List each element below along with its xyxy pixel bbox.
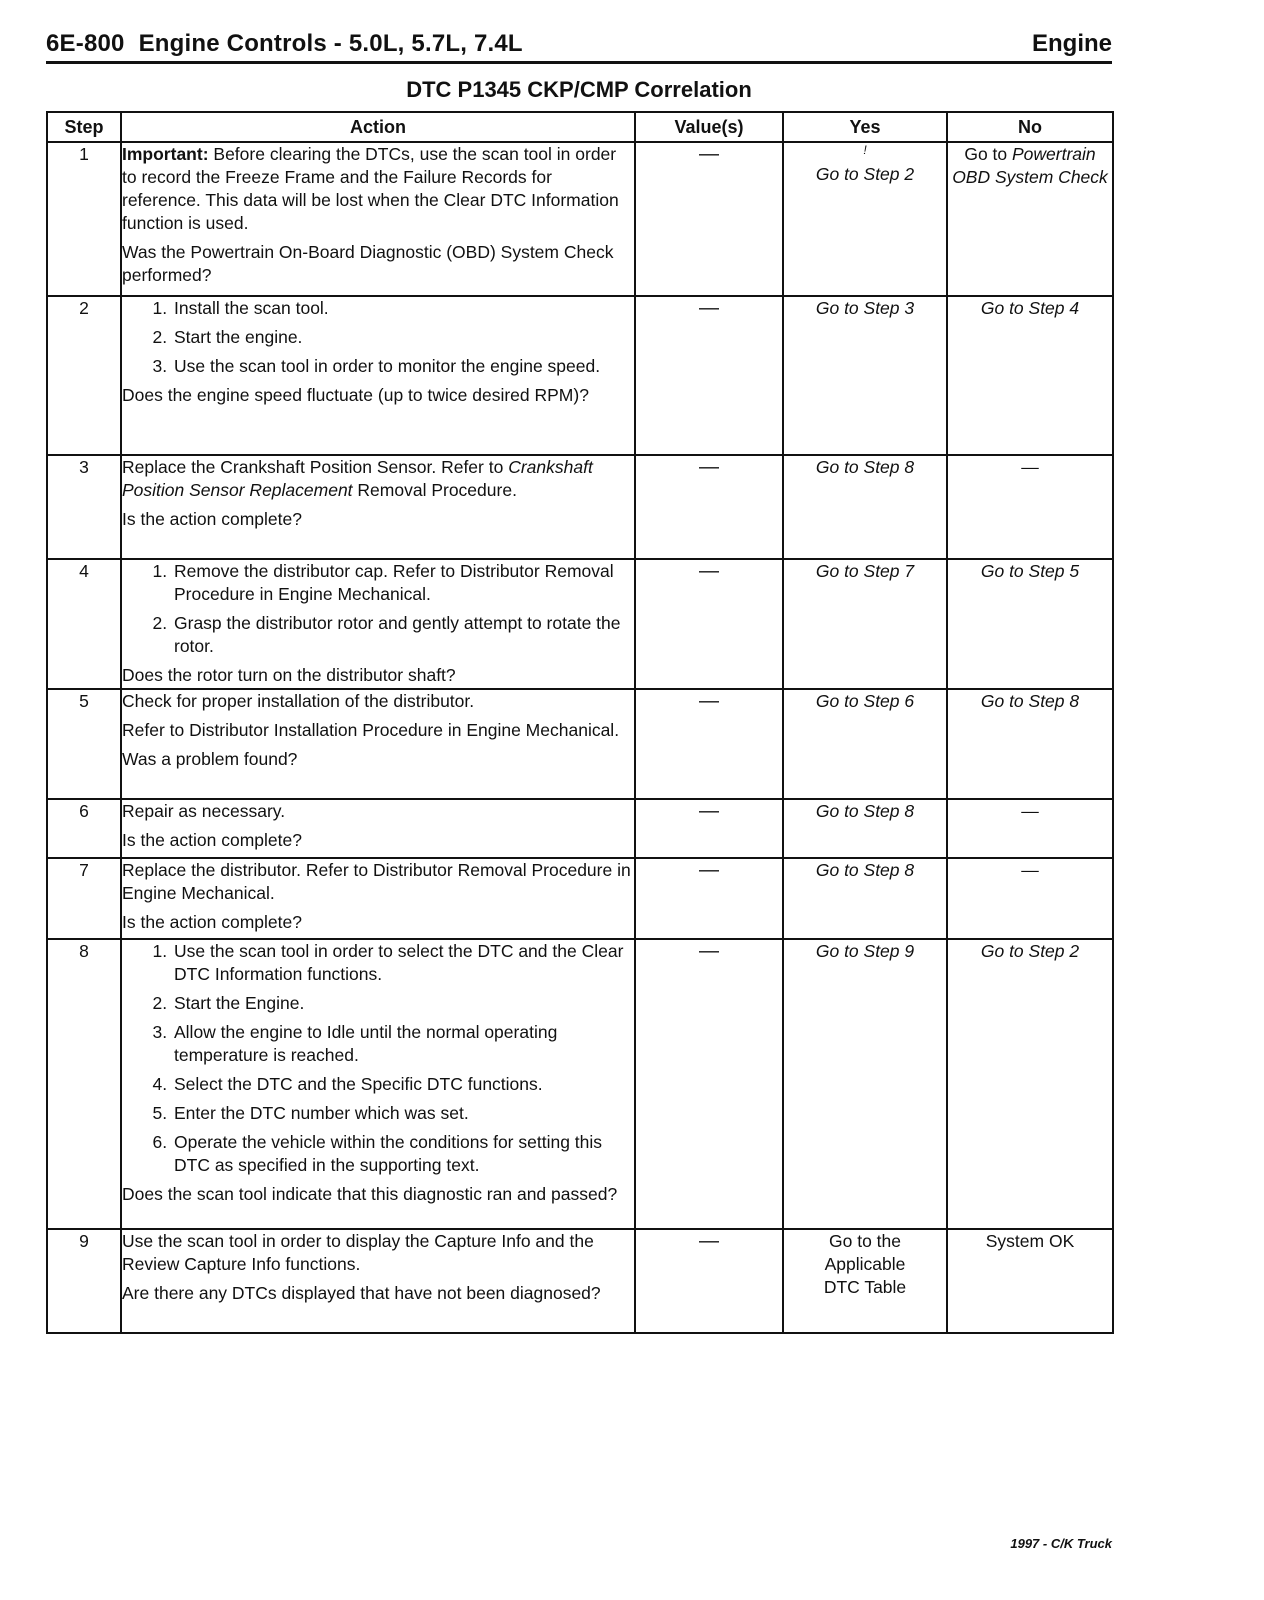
value-cell: —	[635, 858, 783, 939]
yes-line: Go to the	[829, 1231, 901, 1251]
step-number: 8	[47, 939, 121, 1229]
column-header-values: Value(s)	[635, 112, 783, 142]
column-header-no: No	[947, 112, 1113, 142]
page-code: 6E-800	[46, 30, 125, 57]
value-cell: —	[635, 455, 783, 559]
yes-cell: Go to Step 3	[783, 296, 947, 455]
no-cell: —	[947, 455, 1113, 559]
page-footer: 1997 - C/K Truck	[1010, 1536, 1112, 1551]
value-cell: —	[635, 296, 783, 455]
table-row	[47, 939, 1113, 1229]
action-cell	[121, 142, 635, 296]
question-text: Was the Powertrain On-Board Diagnostic (OBD) System Check performed?	[122, 242, 614, 285]
header-left	[46, 30, 523, 58]
no-cell: Go to Step 2	[947, 939, 1113, 1229]
yes-cell: Go to Step 6	[783, 689, 947, 799]
table-row	[47, 296, 1113, 455]
question-text: Are there any DTCs displayed that have not been diagnosed?	[122, 1283, 601, 1303]
no-cell: System OK	[947, 1229, 1113, 1333]
important-label: Important:	[122, 144, 209, 164]
table-row	[47, 559, 1113, 689]
value-cell: —	[635, 559, 783, 689]
question-text: Does the rotor turn on the distributor shaft?	[122, 665, 456, 685]
action-cell	[121, 455, 635, 559]
list-item: 4. Select the DTC and the Specific DTC functions.	[172, 1073, 634, 1096]
action-list	[122, 297, 634, 378]
action-text: Use the scan tool in order to display the Capture Info and the Review Capture Info functions.	[122, 1231, 594, 1274]
table-row	[47, 142, 1113, 296]
action-cell	[121, 296, 635, 455]
step-number: 6	[47, 799, 121, 858]
important-text: Before clearing the DTCs, use the scan tool in order to record the Freeze Frame and the Failure Records for reference. This data will be lost when the Clear DTC Information function is used.	[122, 144, 619, 233]
no-cell: Go to Step 8	[947, 689, 1113, 799]
question-text: Is the action complete?	[122, 509, 302, 529]
value-cell: —	[635, 689, 783, 799]
list-item: 2. Start the engine.	[172, 326, 634, 349]
list-item: 1. Use the scan tool in order to select the DTC and the Clear DTC Information functions.	[172, 940, 634, 986]
list-item: 6. Operate the vehicle within the conditions for setting this DTC as specified in the supporting text.	[172, 1131, 634, 1177]
header-category: Engine	[1031, 30, 1112, 57]
yes-cell	[783, 1229, 947, 1333]
list-item: 2. Grasp the distributor rotor and gently attempt to rotate the rotor.	[172, 612, 634, 658]
no-cell: Go to Step 4	[947, 296, 1113, 455]
step-number: 2	[47, 296, 121, 455]
no-cell: —	[947, 799, 1113, 858]
no-cell: Go to Step 5	[947, 559, 1113, 689]
yes-result: Go to Step 2	[815, 164, 915, 184]
table-title: DTC P1345 CKP/CMP Correlation	[406, 77, 752, 102]
list-item: 3. Allow the engine to Idle until the normal operating temperature is reached.	[172, 1021, 634, 1067]
action-cell	[121, 858, 635, 939]
value-cell: —	[635, 142, 783, 296]
no-cell	[947, 142, 1113, 296]
action-text: Replace the distributor. Refer to Distributor Removal Procedure in Engine Mechanical.	[122, 860, 631, 903]
margin-mark: !	[863, 143, 867, 157]
yes-cell: Go to Step 8	[783, 858, 947, 939]
list-item: 2. Start the Engine.	[172, 992, 634, 1015]
yes-cell: Go to Step 8	[783, 455, 947, 559]
value-cell: —	[635, 1229, 783, 1333]
question-text: Is the action complete?	[122, 830, 302, 850]
action-cell	[121, 689, 635, 799]
step-number: 7	[47, 858, 121, 939]
value-cell: —	[635, 799, 783, 858]
column-header-yes: Yes	[783, 112, 947, 142]
table-row	[47, 799, 1113, 858]
no-cell: —	[947, 858, 1113, 939]
table-header-row	[47, 112, 1113, 142]
list-item: 1. Install the scan tool.	[172, 297, 634, 320]
value-cell: —	[635, 939, 783, 1229]
yes-line: DTC Table	[823, 1277, 907, 1297]
action-cell	[121, 559, 635, 689]
question-text: Is the action complete?	[122, 912, 302, 932]
question-text: Was a problem found?	[122, 749, 298, 769]
list-item: 5. Enter the DTC number which was set.	[172, 1102, 634, 1125]
column-header-action: Action	[121, 112, 635, 142]
yes-line: Applicable	[824, 1254, 906, 1274]
action-text: Repair as necessary.	[122, 801, 286, 821]
question-text: Does the engine speed fluctuate (up to twice desired RPM)?	[122, 385, 589, 405]
action-list	[122, 940, 634, 1177]
table-row	[47, 689, 1113, 799]
table-row	[47, 1229, 1113, 1333]
step-number: 9	[47, 1229, 121, 1333]
action-text-before: Replace the Crankshaft Position Sensor. Refer to	[122, 457, 509, 477]
yes-cell: Go to Step 7	[783, 559, 947, 689]
diagnostic-table	[46, 111, 1114, 1334]
action-text	[122, 456, 634, 502]
list-item: 3. Use the scan tool in order to monitor the engine speed.	[172, 355, 634, 378]
section-title: Engine Controls - 5.0L, 5.7L, 7.4L	[138, 30, 523, 57]
action-text-ref: Crankshaft Position Sensor Replacement	[122, 457, 593, 500]
step-number: 5	[47, 689, 121, 799]
action-cell	[121, 939, 635, 1229]
yes-cell: Go to Step 8	[783, 799, 947, 858]
action-list	[122, 560, 634, 658]
step-number: 1	[47, 142, 121, 296]
action-cell	[121, 1229, 635, 1333]
no-prefix: Go to	[964, 144, 1012, 164]
yes-cell	[783, 142, 947, 296]
table-row	[47, 455, 1113, 559]
step-number: 3	[47, 455, 121, 559]
header-rule	[46, 61, 1112, 64]
no-ref: Powertrain OBD System Check	[952, 144, 1108, 187]
column-header-step: Step	[47, 112, 121, 142]
question-text: Does the scan tool indicate that this diagnostic ran and passed?	[122, 1184, 618, 1204]
list-item: 1. Remove the distributor cap. Refer to Distributor Removal Procedure in Engine Mechanical.	[172, 560, 634, 606]
action-text: Check for proper installation of the distributor.	[122, 691, 475, 711]
yes-cell: Go to Step 9	[783, 939, 947, 1229]
action-cell	[121, 799, 635, 858]
page-header	[46, 30, 1112, 62]
step-number: 4	[47, 559, 121, 689]
action-text: Refer to Distributor Installation Procedure in Engine Mechanical.	[122, 720, 620, 740]
table-row	[47, 858, 1113, 939]
important-note	[122, 143, 634, 235]
action-text-after: Removal Procedure.	[352, 480, 517, 500]
